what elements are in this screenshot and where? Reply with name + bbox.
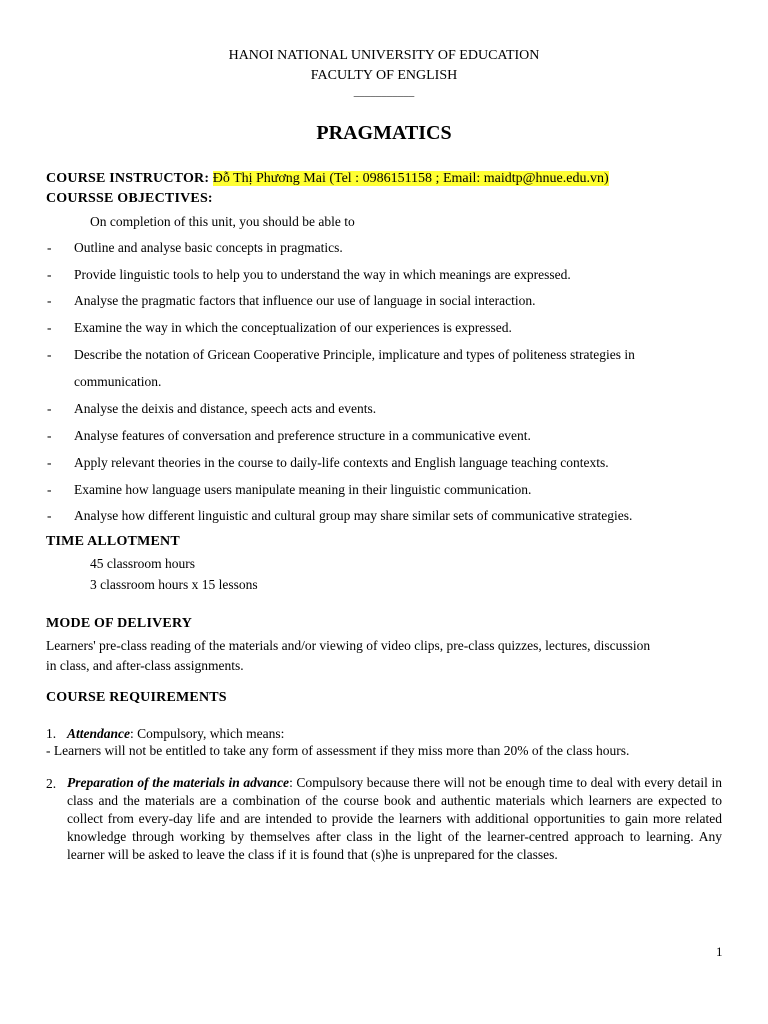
list-item: Apply relevant theories in the course to daily-life contexts and English language teaching contexts. (74, 455, 609, 470)
delivery-line-1: Learners' pre-class reading of the materials and/or viewing of video clips, pre-class quizzes, lectures, discussion (46, 638, 651, 653)
requirement-1-term: Attendance (67, 726, 130, 741)
list-item: Analyse the deixis and distance, speech acts and events. (74, 401, 377, 416)
time-line-2: 3 classroom hours x 15 lessons (90, 577, 258, 592)
objectives-intro: On completion of this unit, you should be able to (90, 214, 355, 229)
delivery-line-2: in class, and after-class assignments. (46, 658, 244, 673)
requirement-1-number: 1. (46, 726, 57, 741)
header-rule: ___________ (353, 86, 415, 98)
list-dash: - (47, 320, 52, 335)
list-item: Provide linguistic tools to help you to understand the way in which meanings are expressed. (74, 267, 571, 282)
list-item: Analyse the pragmatic factors that influence our use of language in social interaction. (74, 293, 536, 308)
list-item: Analyse how different linguistic and cultural group may share similar sets of communicative strategies. (74, 508, 633, 523)
list-dash: - (47, 455, 52, 470)
page-number: 1 (716, 944, 723, 959)
time-heading: TIME ALLOTMENT (46, 534, 180, 549)
time-line-1: 45 classroom hours (90, 556, 195, 571)
objectives-heading: COURSSE OBJECTIVES: (46, 191, 213, 206)
page-title: PRAGMATICS (316, 122, 452, 144)
requirement-1-sub: - Learners will not be entitled to take any form of assessment if they miss more than 20% of the class hours. (46, 743, 630, 758)
list-dash: - (47, 240, 52, 255)
list-item: Examine the way in which the conceptualization of our experiences is expressed. (74, 320, 512, 335)
list-dash: - (47, 508, 52, 523)
list-item: Examine how language users manipulate meaning in their linguistic communication. (74, 482, 532, 497)
list-dash: - (47, 401, 52, 416)
list-dash: - (47, 428, 52, 443)
requirements-heading: COURSE REQUIREMENTS (46, 690, 227, 705)
university-name: HANOI NATIONAL UNIVERSITY OF EDUCATION (228, 48, 540, 63)
requirement-2-text: : Compulsory because there will not be enough time to deal with every detail in class and the materials are a combination of the course book and authentic materials which learners are expected to collect from every-day life and are intended to provide the learners with additional opportunities to gain more related knowledge through working by themselves after class in the light of the learner-centred approach to learning. Any learner will be asked to leave the class if it is found that (s)he is unprepared for the classes. (67, 775, 723, 862)
list-item: Analyse features of conversation and preference structure in a communicative event. (74, 428, 531, 443)
instructor-value: Đỗ Thị Phương Mai (Tel : 0986151158 ; Email: maidtp@hnue.edu.vn) (212, 171, 609, 186)
instructor-line (46, 171, 609, 187)
list-dash: - (47, 267, 52, 282)
requirement-2-number: 2. (46, 776, 57, 791)
requirement-2-term: Preparation of the materials in advance (67, 775, 290, 790)
requirement-1-text: : Compulsory, which means: (130, 726, 285, 741)
list-item: Describe the notation of Gricean Cooperative Principle, implicature and types of politeness strategies in (74, 347, 635, 362)
list-item: Outline and analyse basic concepts in pragmatics. (74, 240, 343, 255)
requirement-2 (67, 774, 722, 864)
list-dash: - (47, 482, 52, 497)
list-dash: - (47, 293, 52, 308)
list-item-continuation: communication. (74, 374, 162, 389)
delivery-heading: MODE OF DELIVERY (46, 616, 193, 631)
instructor-label: COURSE INSTRUCTOR: (46, 171, 210, 186)
list-dash: - (47, 347, 52, 362)
faculty-name: FACULTY OF ENGLISH (310, 68, 458, 83)
